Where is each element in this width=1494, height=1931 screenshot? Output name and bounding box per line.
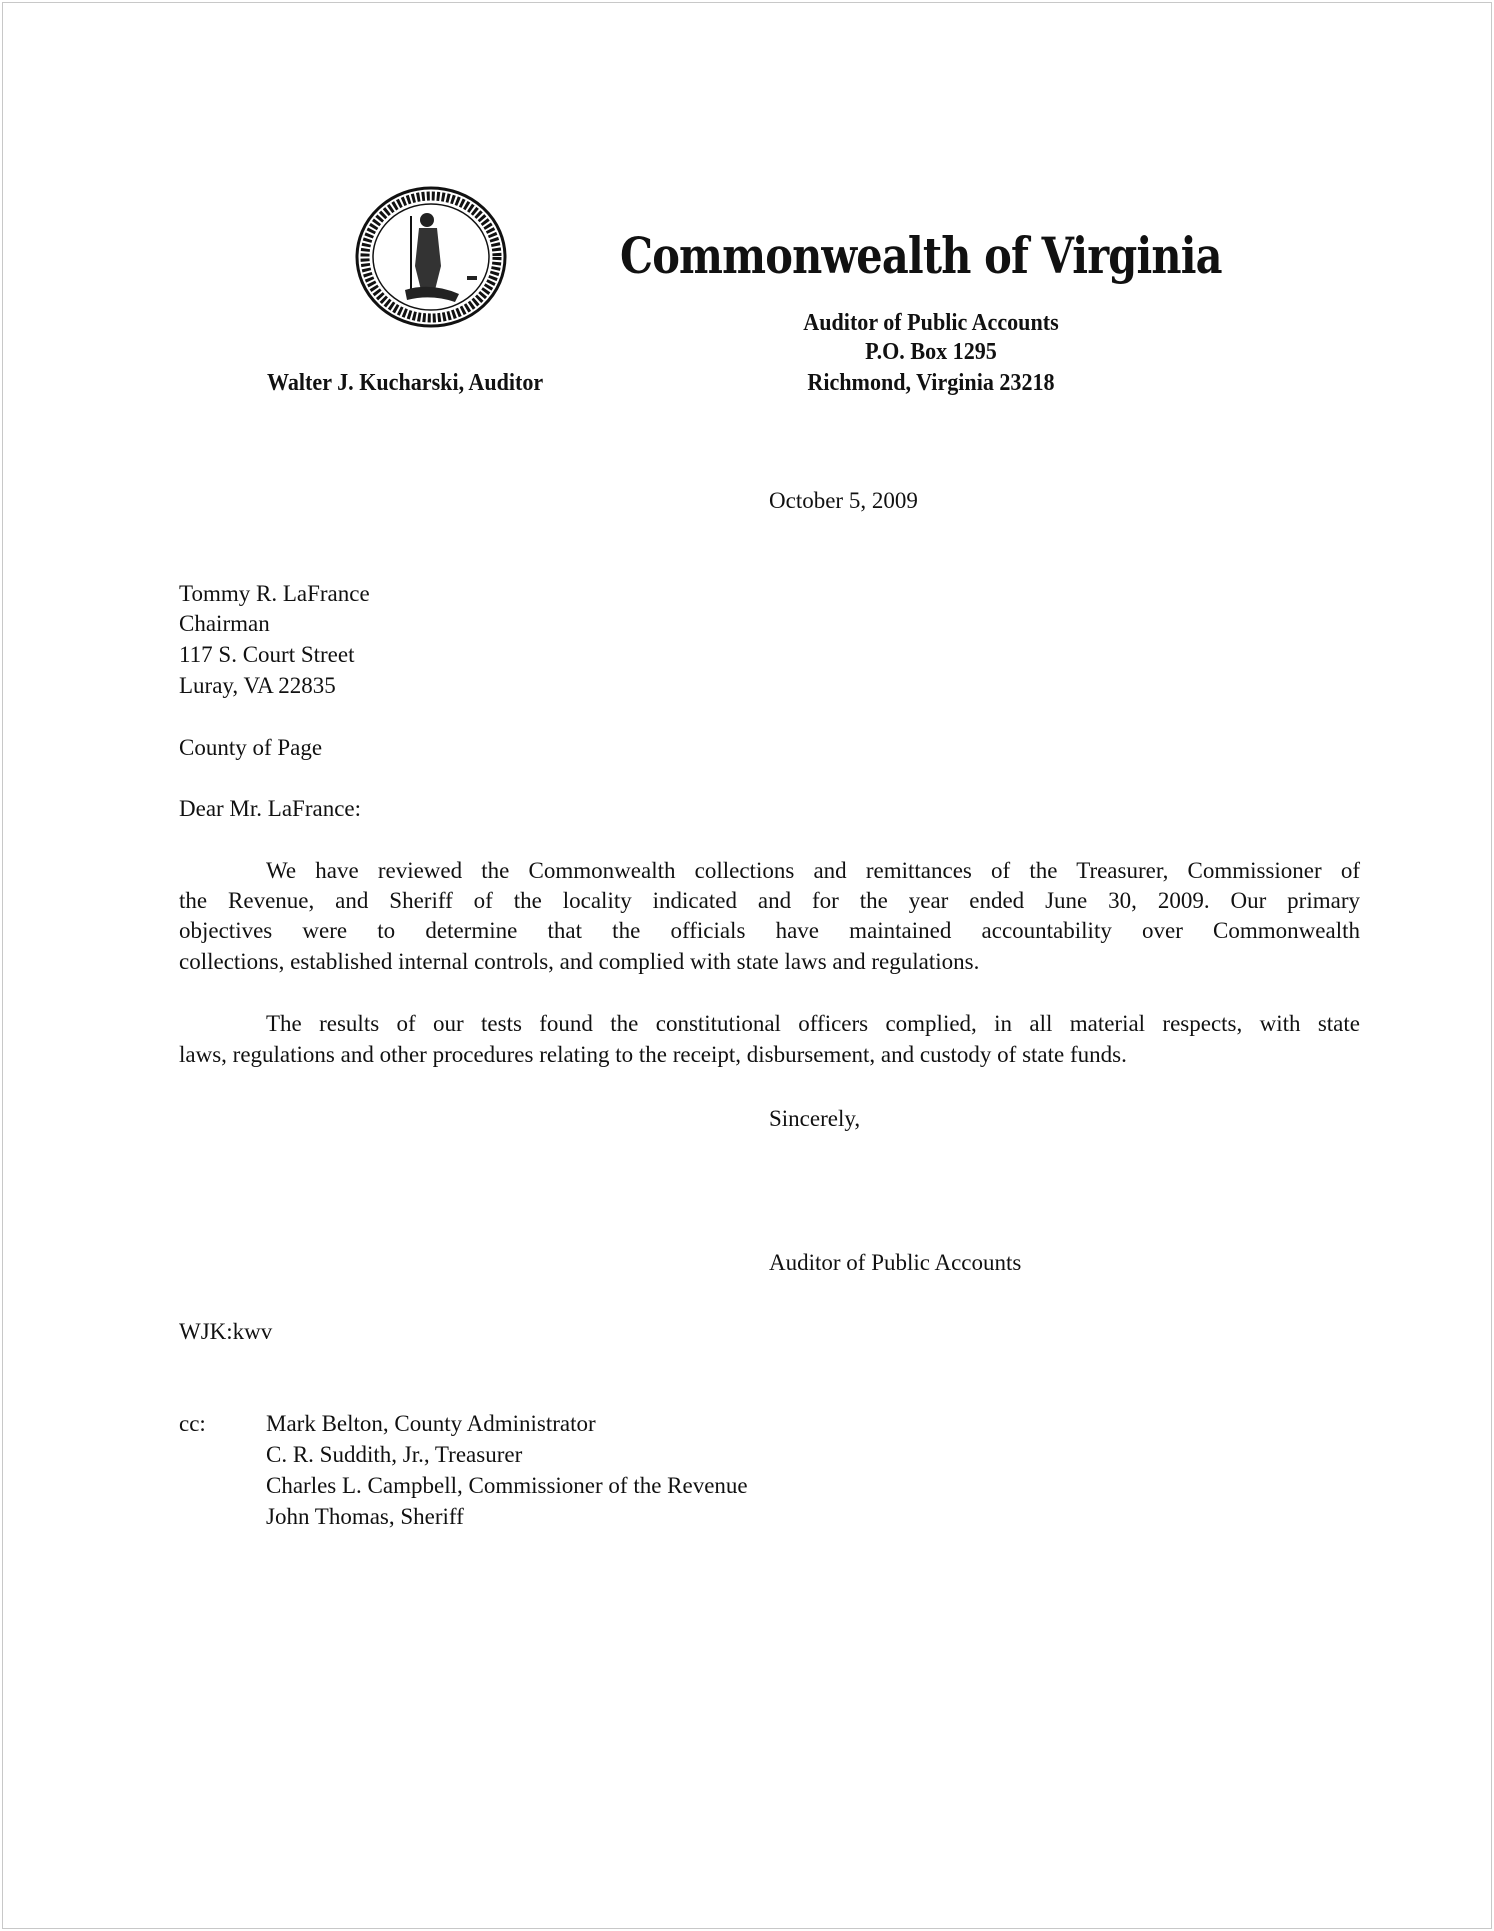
po-box: P.O. Box 1295 xyxy=(865,339,997,365)
initials: WJK:kwv xyxy=(179,1319,273,1344)
salutation: Dear Mr. LaFrance: xyxy=(179,796,362,821)
recipient-line: Luray, VA 22835 xyxy=(179,673,336,698)
recipient-line: 117 S. Court Street xyxy=(179,642,355,667)
paragraph-line: laws, regulations and other procedures relating to the receipt, disbursement, and custody of state funds. xyxy=(179,1042,1127,1067)
paragraph-line: the Revenue, and Sheriff of the locality indicated and for the year ended June 30, 2009. Our primary xyxy=(179,888,1360,913)
paragraph-line: The results of our tests found the constitutional officers complied, in all material respects, with state xyxy=(266,1011,1360,1036)
signature: Auditor of Public Accounts xyxy=(769,1250,1022,1275)
cc-recipient: Charles L. Campbell, Commissioner of the Revenue xyxy=(266,1473,748,1498)
locality: County of Page xyxy=(179,735,323,760)
letter-date: October 5, 2009 xyxy=(769,488,918,513)
letterhead-title: Commonwealth of Virginia xyxy=(620,226,1222,285)
recipient-line: Tommy R. LaFrance xyxy=(179,581,370,606)
office-name: Auditor of Public Accounts xyxy=(803,310,1059,336)
closing: Sincerely, xyxy=(769,1106,861,1131)
recipient-line: Chairman xyxy=(179,611,270,636)
virginia-seal-logo xyxy=(355,186,507,328)
paragraph-line: We have reviewed the Commonwealth collections and remittances of the Treasurer, Commissioner of xyxy=(266,858,1360,883)
cc-recipient: Mark Belton, County Administrator xyxy=(266,1411,596,1436)
office-city: Richmond, Virginia 23218 xyxy=(807,370,1055,396)
auditor-name: Walter J. Kucharski, Auditor xyxy=(267,370,544,396)
cc-recipient: C. R. Suddith, Jr., Treasurer xyxy=(266,1442,523,1467)
cc-label: cc: xyxy=(179,1411,206,1436)
cc-recipient: John Thomas, Sheriff xyxy=(266,1504,464,1529)
paragraph-line: collections, established internal controls, and complied with state laws and regulations. xyxy=(179,949,980,974)
paragraph-line: objectives were to determine that the officials have maintained accountability over Commonwealth xyxy=(179,918,1360,943)
